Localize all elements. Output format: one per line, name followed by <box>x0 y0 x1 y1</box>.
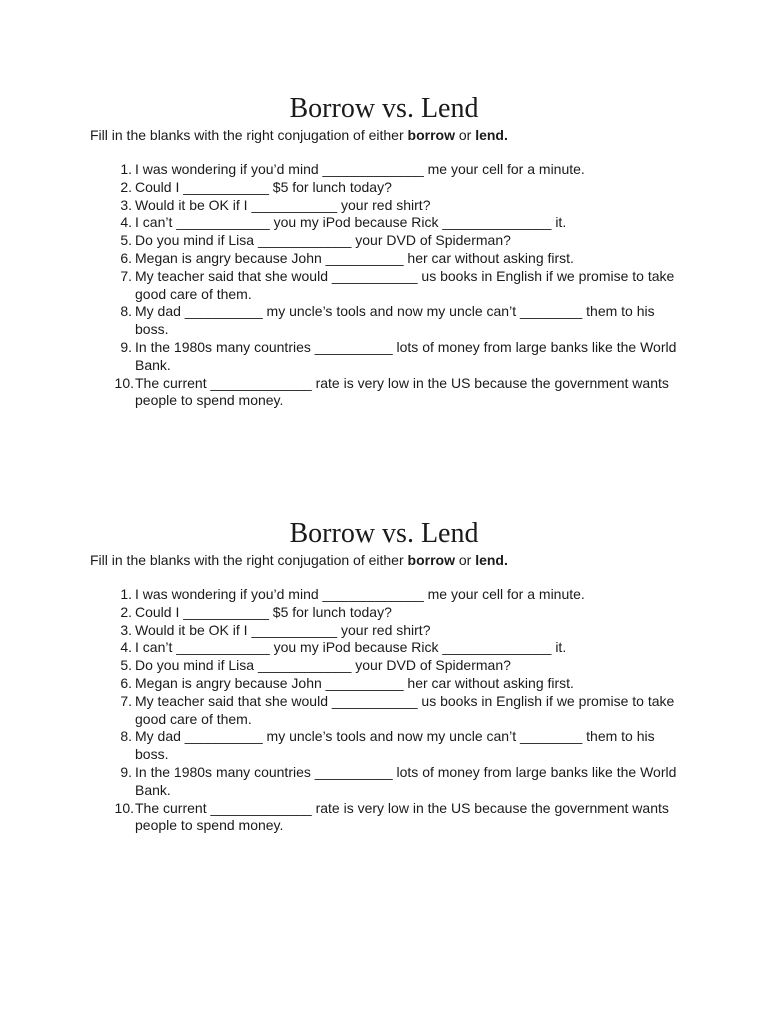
item-number: 3. <box>120 196 132 213</box>
instructions-middle: or <box>454 552 476 568</box>
list-item <box>0 639 683 657</box>
item-text: My teacher said that she would ___________ us books in English if we promise to take good care of them. <box>135 692 675 727</box>
item-number: 10. <box>114 799 134 816</box>
item-number: 1. <box>120 586 132 602</box>
list-item <box>0 268 683 304</box>
instructions-word-borrow: borrow <box>407 552 455 568</box>
worksheet-title: Borrow vs. Lend <box>289 518 479 549</box>
item-number: 5. <box>120 657 132 674</box>
list-item <box>0 657 683 675</box>
item-text: My teacher said that she would ___________ us books in English if we promise to take good care of them. <box>135 267 675 302</box>
list-item <box>0 303 683 339</box>
item-number: 10. <box>114 374 134 391</box>
item-number: 1. <box>120 161 132 177</box>
item-number: 6. <box>120 249 132 266</box>
item-text: The current _____________ rate is very low in the US because the government wants people to spend money. <box>135 799 669 834</box>
item-text: I can’t ____________ you my iPod because Rick ______________ it. <box>135 214 567 231</box>
list-item <box>0 179 683 197</box>
item-text: In the 1980s many countries __________ lots of money from large banks like the World Bank. <box>135 763 677 798</box>
worksheet-title: Borrow vs. Lend <box>289 93 479 124</box>
list-item <box>0 604 683 622</box>
exercise-list <box>0 161 768 410</box>
item-number: 2. <box>120 178 132 195</box>
item-text: Do you mind if Lisa ____________ your DVD of Spiderman? <box>135 232 511 249</box>
list-item <box>0 622 683 640</box>
worksheet-2 <box>0 517 768 834</box>
item-number: 9. <box>120 338 132 355</box>
item-text: The current _____________ rate is very low in the US because the government wants people to spend money. <box>135 374 669 409</box>
worksheet-instructions <box>90 551 508 569</box>
exercise-list <box>0 586 768 835</box>
instructions-middle: or <box>454 127 476 143</box>
item-text: Megan is angry because John __________ her car without asking first. <box>135 249 574 266</box>
item-number: 2. <box>120 603 132 620</box>
item-number: 7. <box>120 267 132 284</box>
worksheet-instructions <box>90 126 508 144</box>
item-number: 5. <box>120 232 132 249</box>
list-item <box>0 232 683 250</box>
item-text: My dad __________ my uncle’s tools and now my uncle can’t ________ them to his boss. <box>135 303 655 338</box>
item-number: 7. <box>120 692 132 709</box>
list-item <box>0 764 683 800</box>
item-number: 6. <box>120 674 132 691</box>
instructions-word-lend: lend. <box>475 552 508 568</box>
item-text: I can’t ____________ you my iPod because Rick ______________ it. <box>135 639 567 656</box>
list-item <box>0 693 683 729</box>
item-text: I was wondering if you’d mind _____________ me your cell for a minute. <box>135 586 585 602</box>
list-item <box>0 250 683 268</box>
item-number: 8. <box>120 728 132 745</box>
list-item <box>0 339 683 375</box>
item-text: Do you mind if Lisa ____________ your DVD of Spiderman? <box>135 657 511 674</box>
item-text: Could I ___________ $5 for lunch today? <box>135 178 392 195</box>
item-number: 4. <box>120 214 132 231</box>
item-text: In the 1980s many countries __________ lots of money from large banks like the World Bank. <box>135 338 677 373</box>
item-number: 9. <box>120 763 132 780</box>
list-item <box>0 728 683 764</box>
instructions-word-borrow: borrow <box>407 127 455 143</box>
item-text: Megan is angry because John __________ her car without asking first. <box>135 674 574 691</box>
list-item <box>0 800 683 836</box>
worksheet-1 <box>0 92 768 409</box>
list-item <box>0 197 683 215</box>
instructions-prefix: Fill in the blanks with the right conjugation of either <box>90 552 408 568</box>
item-text: Would it be OK if I ___________ your red shirt? <box>135 621 431 638</box>
list-item <box>0 586 683 604</box>
item-text: I was wondering if you’d mind _____________ me your cell for a minute. <box>135 161 585 177</box>
item-number: 8. <box>120 303 132 320</box>
item-number: 4. <box>120 639 132 656</box>
instructions-word-lend: lend. <box>475 127 508 143</box>
list-item <box>0 161 683 179</box>
list-item <box>0 375 683 411</box>
item-text: Would it be OK if I ___________ your red shirt? <box>135 196 431 213</box>
instructions-prefix: Fill in the blanks with the right conjugation of either <box>90 127 408 143</box>
list-item <box>0 214 683 232</box>
item-number: 3. <box>120 621 132 638</box>
list-item <box>0 675 683 693</box>
item-text: My dad __________ my uncle’s tools and now my uncle can’t ________ them to his boss. <box>135 728 655 763</box>
item-text: Could I ___________ $5 for lunch today? <box>135 603 392 620</box>
